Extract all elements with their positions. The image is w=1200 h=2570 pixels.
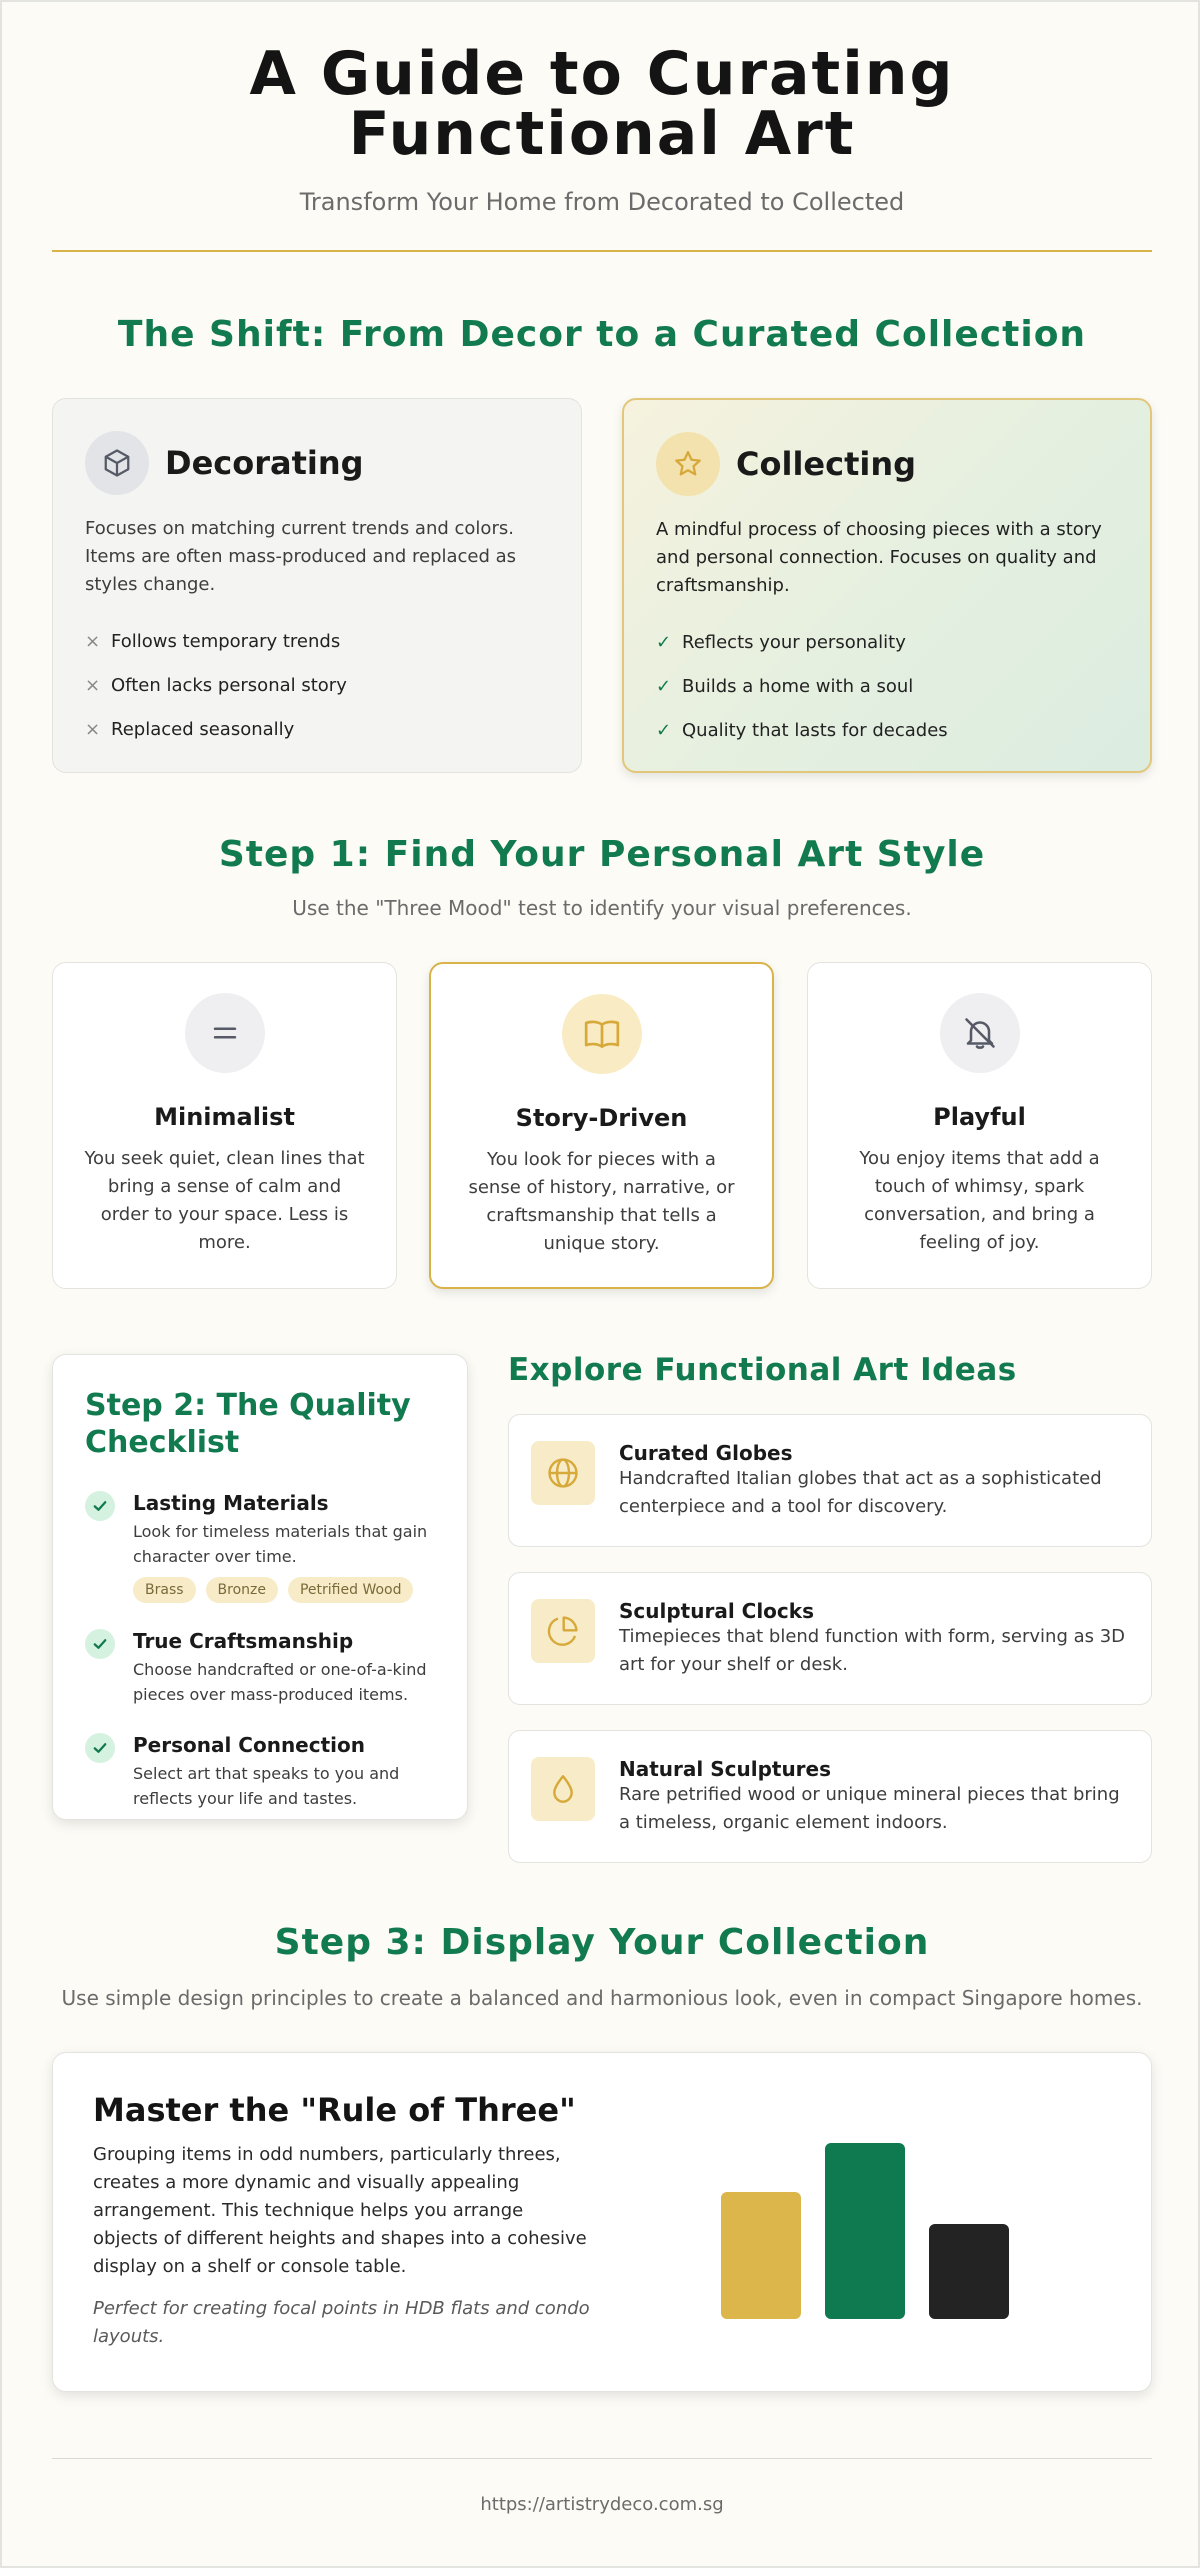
- rule-title: Master the "Rule of Three": [93, 2091, 576, 2129]
- checklist-item: [85, 1491, 435, 1603]
- style-name: Playful: [933, 1103, 1026, 1131]
- header-divider: [52, 250, 1152, 252]
- idea-description: Rare petrified wood or unique mineral pieces that bring a timeless, organic element indoors.: [619, 1784, 1120, 1833]
- footer-divider: [52, 2458, 1152, 2459]
- quality-checklist-card: [52, 1354, 468, 1820]
- decorating-card: [52, 398, 582, 773]
- step1-heading: Step 1: Find Your Personal Art Style: [218, 834, 986, 875]
- display-object-bar: [721, 2192, 801, 2319]
- decorating-description: Focuses on matching current trends and colors. Items are often mass-produced and replaced as styles change.: [85, 518, 517, 595]
- list-item: × Often lacks personal story: [85, 674, 347, 696]
- idea-card-sculptures: [508, 1730, 1152, 1863]
- step3-heading: Step 3: Display Your Collection: [274, 1922, 930, 1963]
- style-description: You enjoy items that add a touch of whimsy, spark conversation, and bring a feeling of joy.: [859, 1148, 1100, 1253]
- idea-card-globes: [508, 1414, 1152, 1547]
- cross-icon: ×: [85, 718, 101, 740]
- idea-description: Timepieces that blend function with form, serving as 3D art for your shelf or desk.: [619, 1626, 1126, 1675]
- globe-icon: [531, 1441, 595, 1505]
- decorating-points: [85, 619, 549, 751]
- list-item: ✓ Reflects your personality: [656, 631, 906, 653]
- idea-name: Natural Sculptures: [619, 1757, 832, 1781]
- step3-subtitle: Use simple design principles to create a balanced and harmonious look, even in compact Singapore homes.: [61, 1986, 1143, 2010]
- page-title: [52, 39, 1152, 169]
- checklist-item-description: Choose handcrafted or one-of-a-kind pieces over mass-produced items.: [133, 1660, 427, 1704]
- collecting-points: [656, 620, 1118, 752]
- checklist-item-name: True Craftsmanship: [133, 1629, 354, 1653]
- collecting-title: Collecting: [736, 445, 917, 483]
- checklist-item-name: Lasting Materials: [133, 1491, 329, 1515]
- style-card-minimalist: [52, 962, 397, 1289]
- collecting-card: [622, 398, 1152, 773]
- ideas-heading: Explore Functional Art Ideas: [508, 1352, 1017, 1388]
- display-object-bar: [929, 2224, 1009, 2319]
- pie-chart-icon: [531, 1599, 595, 1663]
- display-object-bar: [825, 2143, 905, 2319]
- style-card-playful: [807, 962, 1152, 1289]
- rule-description: Grouping items in odd numbers, particularly threes, creates a more dynamic and visually appealing arrangement. This technique helps you arrange objects of different heights and shapes into a cohesive display on a shelf or console table.: [93, 2144, 587, 2277]
- shift-heading: The Shift: From Decor to a Curated Collection: [117, 314, 1087, 355]
- idea-name: Sculptural Clocks: [619, 1599, 814, 1623]
- tag: Bronze: [206, 1577, 278, 1603]
- idea-name: Curated Globes: [619, 1441, 793, 1465]
- check-circle-icon: [85, 1629, 115, 1659]
- list-item: ✓ Builds a home with a soul: [656, 675, 914, 697]
- open-book-icon: [562, 994, 642, 1074]
- droplet-icon: [531, 1757, 595, 1821]
- footer-url: https://artistrydeco.com.sg: [480, 2494, 724, 2515]
- checklist-item-description: Look for timeless materials that gain character over time.: [133, 1522, 428, 1566]
- tag: Petrified Wood: [288, 1577, 414, 1603]
- style-card-story-driven: [429, 962, 774, 1289]
- cube-icon: [85, 431, 149, 495]
- cross-icon: ×: [85, 674, 101, 696]
- step1-subtitle: Use the "Three Mood" test to identify your visual preferences.: [292, 896, 912, 920]
- content: [52, 2, 1152, 2570]
- idea-description: Handcrafted Italian globes that act as a sophisticated centerpiece and a tool for discovery.: [619, 1468, 1102, 1517]
- title-line-1: A Guide to Curating: [249, 39, 955, 109]
- rule-of-three-card: [52, 2052, 1152, 2392]
- checklist-item-description: Select art that speaks to you and reflects your life and tastes.: [133, 1764, 400, 1808]
- checklist-item: [85, 1629, 435, 1707]
- title-line-2: Functional Art: [348, 99, 856, 169]
- check-circle-icon: [85, 1491, 115, 1521]
- minus-lines-icon: [185, 993, 265, 1073]
- style-description: You seek quiet, clean lines that bring a sense of calm and order to your space. Less is more.: [84, 1148, 365, 1253]
- cross-icon: ×: [85, 630, 101, 652]
- list-item: × Follows temporary trends: [85, 630, 341, 652]
- collecting-description: A mindful process of choosing pieces with a story and personal connection. Focuses on quality and craftsmanship.: [656, 519, 1102, 596]
- check-circle-icon: [85, 1733, 115, 1763]
- tag: Brass: [133, 1577, 196, 1603]
- checklist-title: Step 2: The Quality Checklist: [85, 1388, 411, 1460]
- style-description: You look for pieces with a sense of history, narrative, or craftsmanship that tells a unique story.: [468, 1149, 735, 1254]
- checklist-item-name: Personal Connection: [133, 1733, 365, 1757]
- decorating-title: Decorating: [165, 444, 364, 482]
- list-item: ✓ Quality that lasts for decades: [656, 719, 948, 741]
- star-icon: [656, 432, 720, 496]
- material-tags: [133, 1577, 435, 1603]
- bell-off-icon: [940, 993, 1020, 1073]
- idea-card-clocks: [508, 1572, 1152, 1705]
- style-name: Minimalist: [154, 1103, 295, 1131]
- style-name: Story-Driven: [515, 1104, 688, 1132]
- list-item: × Replaced seasonally: [85, 718, 295, 740]
- checklist-item: [85, 1733, 435, 1811]
- rule-note: Perfect for creating focal points in HDB flats and condo layouts.: [93, 2298, 590, 2347]
- check-icon: ✓: [656, 631, 672, 653]
- check-icon: ✓: [656, 675, 672, 697]
- page-subtitle: Transform Your Home from Decorated to Collected: [299, 188, 905, 216]
- check-icon: ✓: [656, 719, 672, 741]
